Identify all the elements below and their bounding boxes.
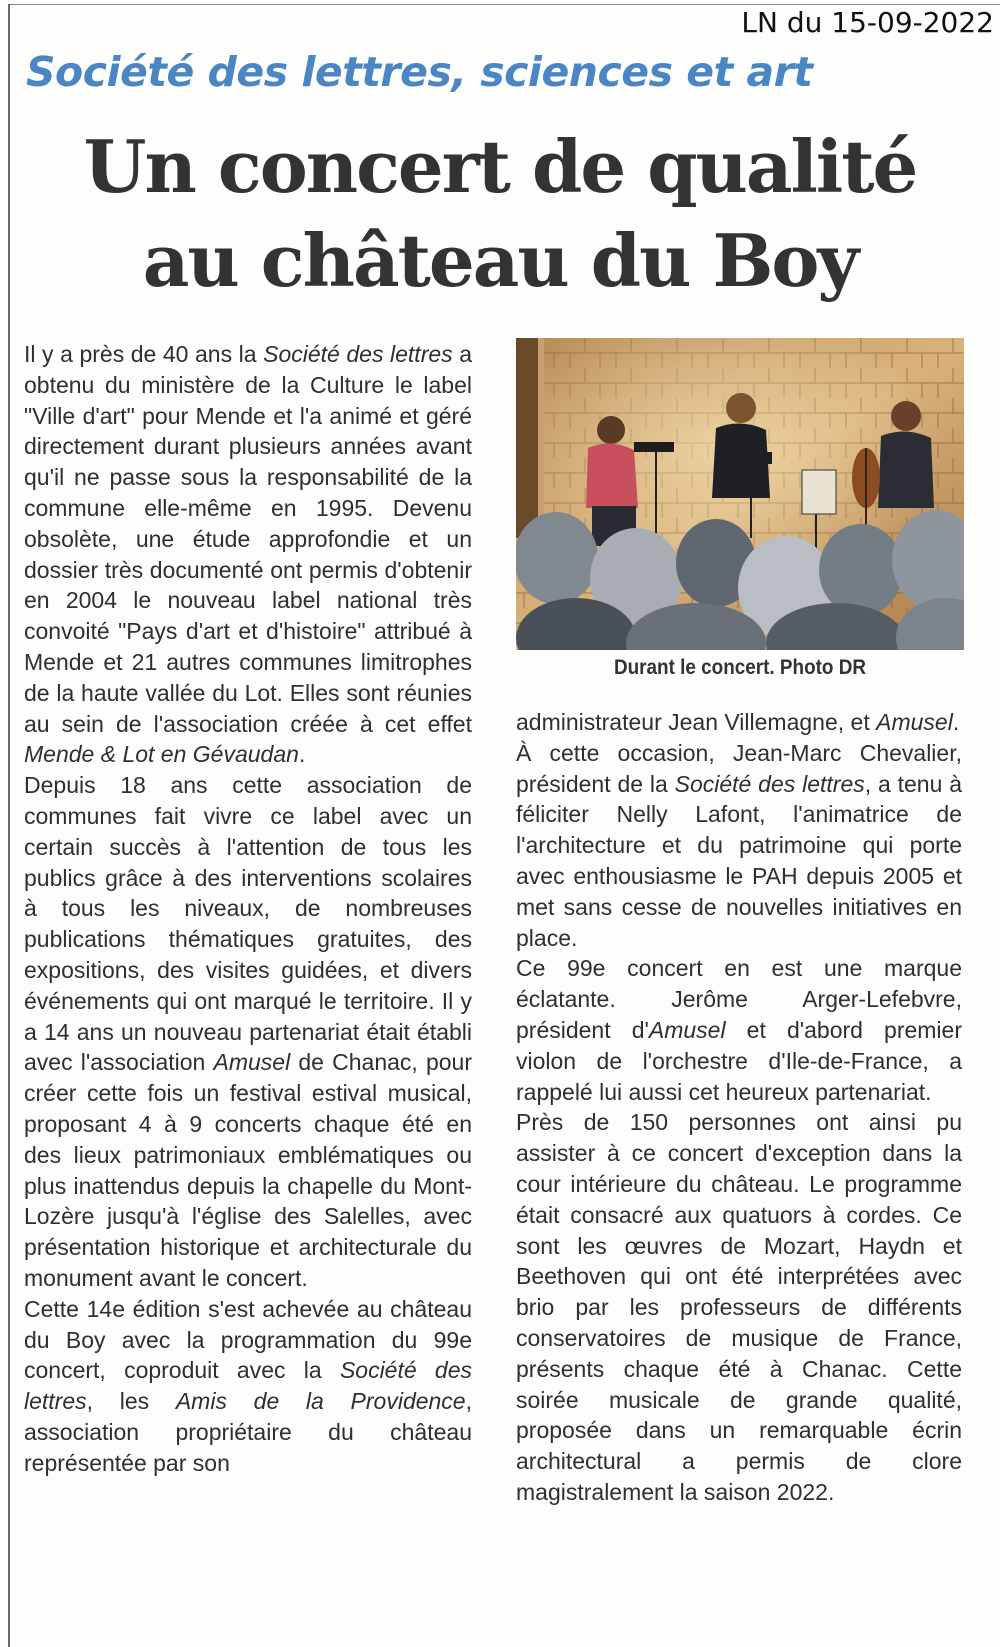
headline-line-2: au château du Boy: [142, 218, 858, 303]
article-column-1: [24, 339, 472, 1478]
text-run: , a tenu à féliciter Nelly Lafont, l'animatrice de l'architecture et du patrimoine qui porte avec enthousiasme le PAH depuis 2005 et met sans cesse de nouvelles initiatives en place.: [516, 770, 962, 951]
text-run: de Chanac, pour créer cette fois un festival estival musical, proposant 4 à 9 concerts chaque été en des lieux patrimoniaux emblématiques ou plus inattendus depuis la chapelle du Mont-Lozère jusqu'à l'église des Salelles, avec présentation historique et architecturale du monument avant le concert.: [24, 1049, 472, 1291]
text-run: Cette 14e édition s'est achevée au château du Boy avec la programmation du 99e concert, coproduit avec la: [24, 1295, 472, 1384]
text-run: Ce 99e concert en est une marque éclatante. Jerôme Arger-Lefebvre, président d': [516, 955, 962, 1043]
concert-photo: [516, 338, 964, 650]
article-paragraph: [516, 953, 962, 1107]
italic-run: Mende & Lot en Gévaudan: [24, 741, 299, 768]
text-run: Depuis 18 ans cette association de communes fait vivre ce label avec un certain succès à l'attention de tous les publics grâce à des interventions scolaires à tous les niveaux, de nombreuses publications thématiques gratuites, des expositions, des visites guidées, et divers événements qui ont marqué le territoire. Il y a 14 ans un nouveau partenariat était établi avec l'association: [24, 772, 472, 1076]
section-rubric: Société des lettres, sciences et art: [26, 48, 813, 96]
dateline: LN du 15-09-2022: [741, 6, 994, 39]
italic-run: Société des lettres: [263, 341, 453, 367]
concert-photo-image: [516, 338, 964, 650]
text-run: administrateur Jean Villemagne, et: [516, 709, 877, 735]
article-paragraph: [516, 1107, 962, 1507]
text-run: a obtenu du ministère de la Culture le label "Ville d'art" pour Mende et l'a animé et géré directement durant plusieurs années avant qu'il ne passe sous la responsabilité de la commune elle-même en 1995. Devenu obsolète, une étude approfondie et un dossier très documenté ont permis d'obtenir en 2004 le nouveau label national très convoité "Pays d'art et d'histoire" attribué à Mende et 21 autres communes limitrophes de la haute vallée du Lot. Elles sont réunies au sein de l'association créée à cet effet: [24, 341, 472, 737]
text-run: Près de 150 personnes ont ainsi pu assister à ce concert d'exception dans la cour intérieure du château. Le programme était consacré aux quatuors à cordes. Ce sont les œuvres de Mozart, Haydn et Beethoven qui ont été interprétées avec brio par les professeurs de différents conservatoires de musique de France, présents chaque été à Chanac. Cette soirée musicale de grande qualité, proposée dans un remarquable écrin architectural a permis de clore magistralement la saison 2022.: [516, 1109, 962, 1505]
article-paragraph: [516, 738, 962, 954]
text-run: , association propriétaire du château représentée par son: [24, 1388, 472, 1476]
italic-run: Société des lettres: [674, 770, 865, 797]
article-paragraph: [516, 707, 962, 738]
article-paragraph: [24, 1294, 472, 1479]
article-paragraph: [24, 770, 472, 1294]
italic-run: Amusel: [648, 1016, 726, 1043]
italic-run: Amusel: [213, 1049, 291, 1076]
photo-caption: Durant le concert. Photo DR: [613, 656, 867, 679]
article-paragraph: [24, 339, 472, 770]
article-column-2: [516, 707, 962, 1508]
headline-line-1: Un concert de qualité: [83, 124, 917, 209]
text-run: et d'abord premier violon de l'orchestre d'Ile-de-France, a rappelé lui aussi cet heureux partenariat.: [516, 1016, 962, 1105]
top-rule: [8, 4, 1000, 5]
text-run: , les: [86, 1388, 176, 1415]
italic-run: Amis de la Providence: [175, 1388, 466, 1415]
headline: [0, 120, 1000, 308]
text-run: Il y a près de 40 ans la: [24, 341, 264, 367]
text-run: .: [298, 741, 306, 768]
italic-run: Société des lettres: [24, 1357, 472, 1415]
text-run: .: [952, 709, 960, 735]
italic-run: Amusel: [876, 709, 953, 735]
text-run: À cette occasion, Jean-Marc Chevalier, président de la: [516, 739, 962, 797]
